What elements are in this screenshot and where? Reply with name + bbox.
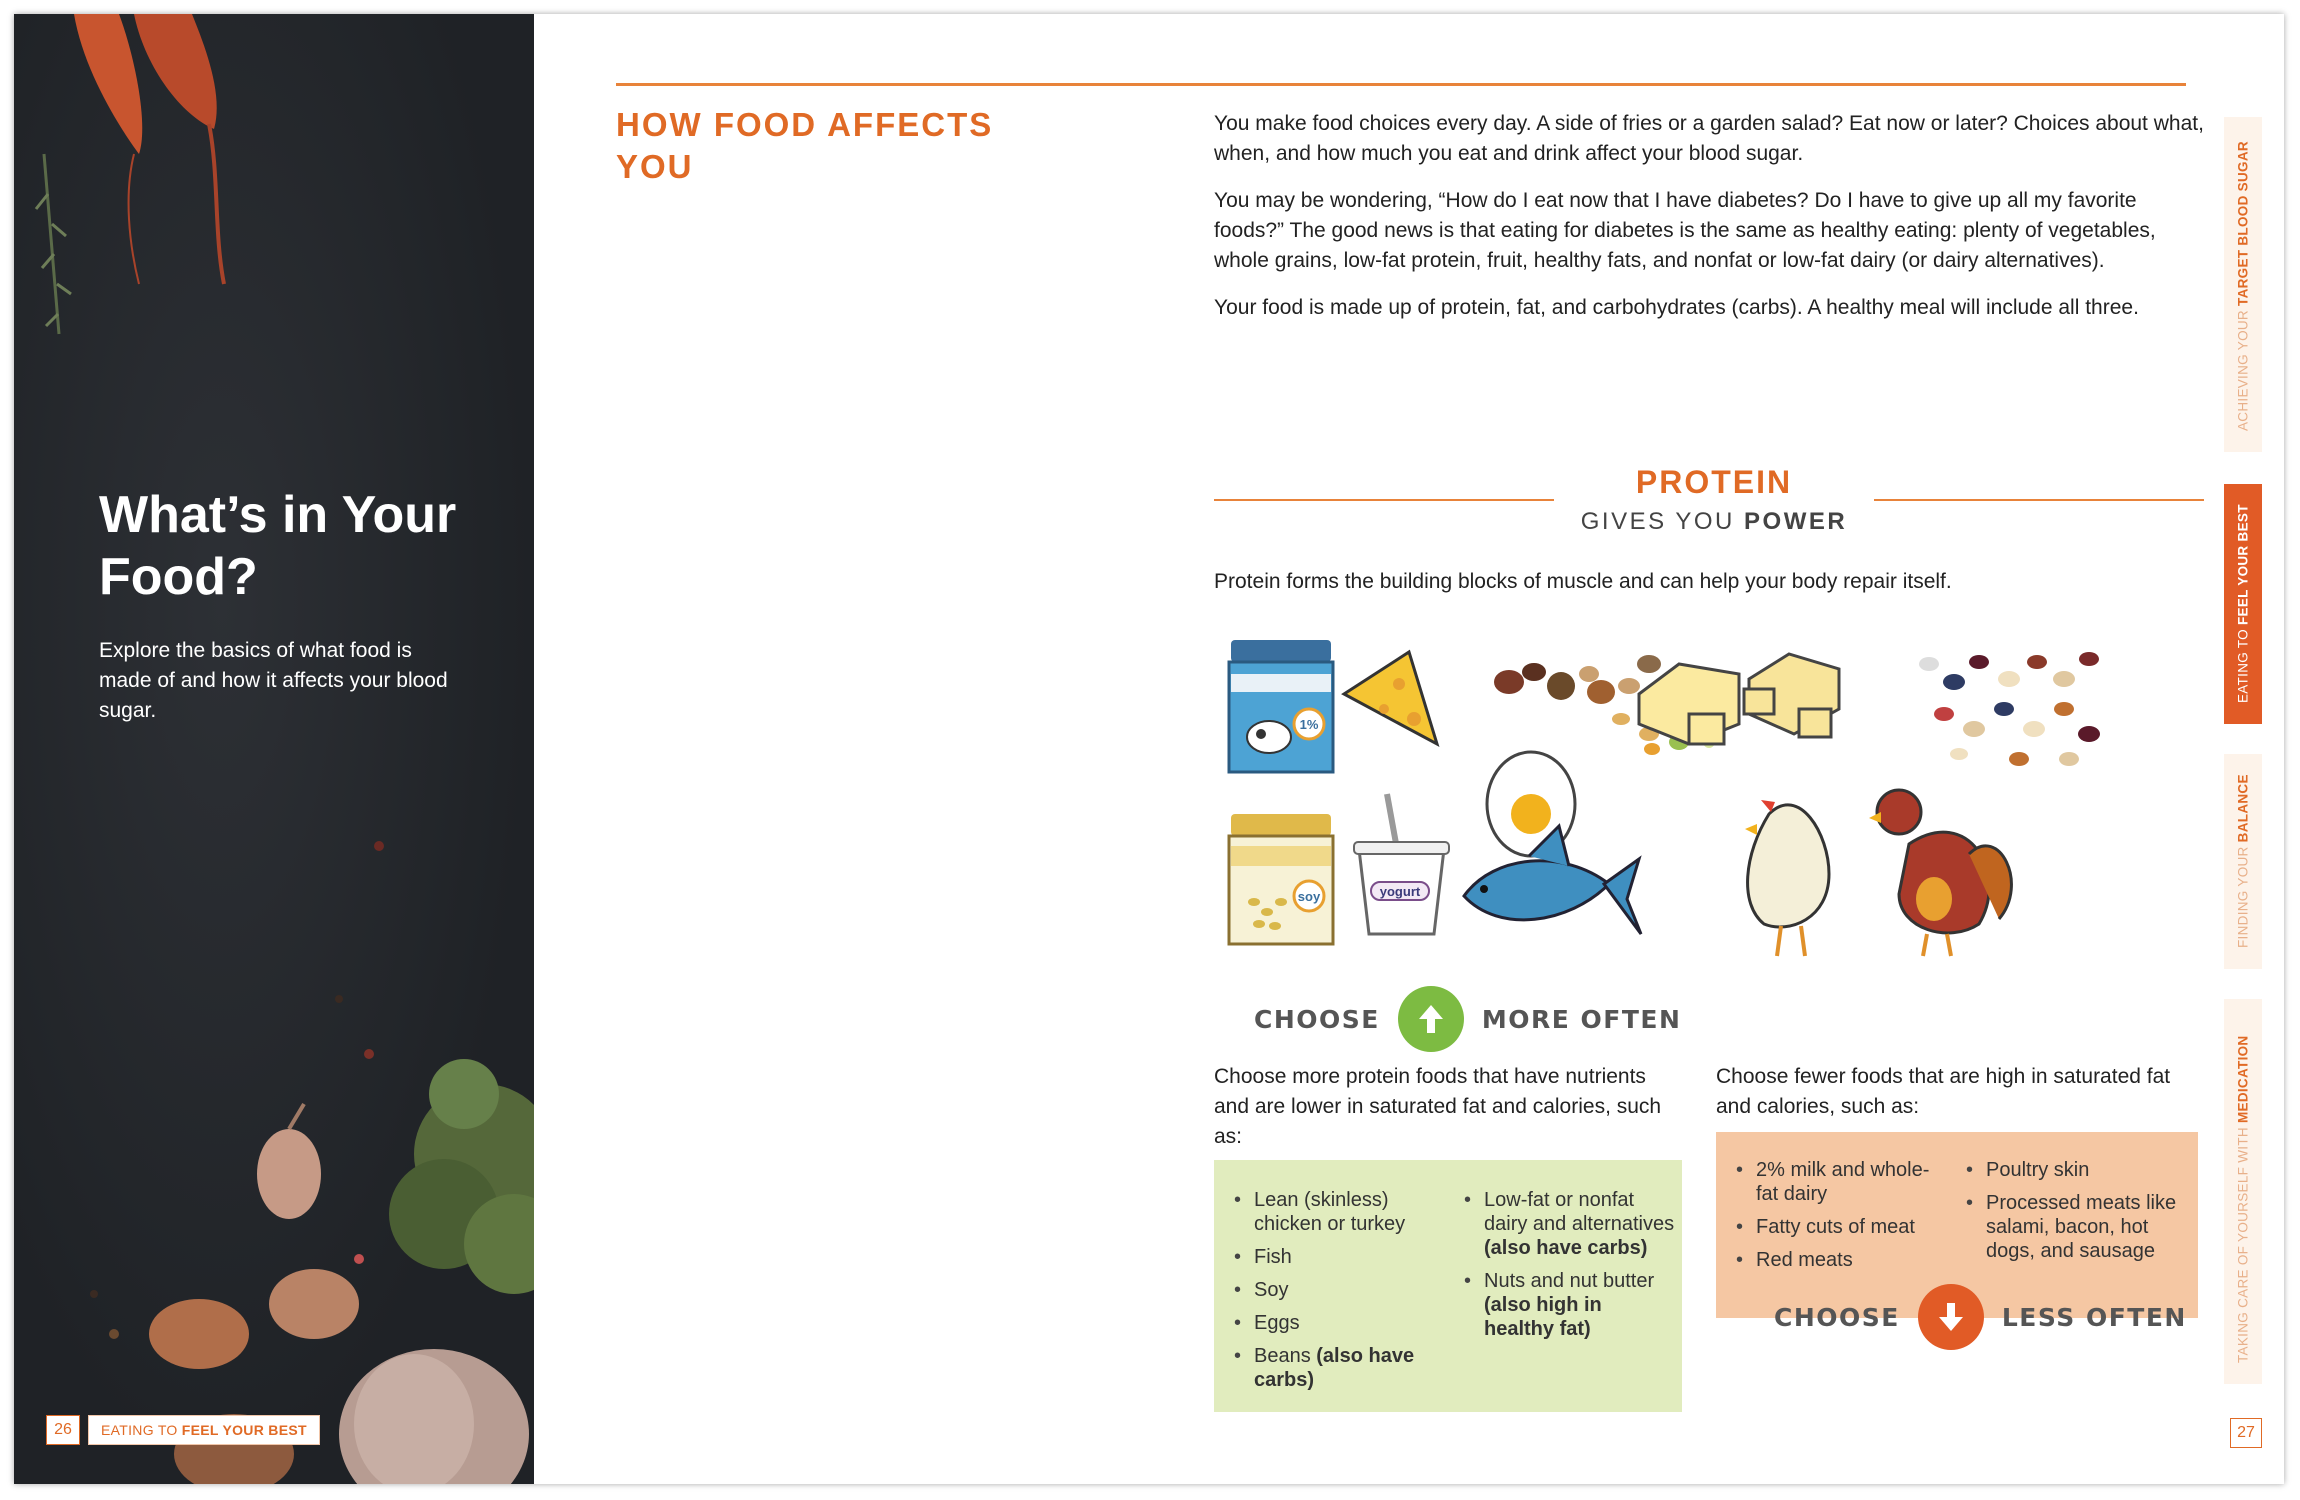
list-item: • Fatty cuts of meat xyxy=(1734,1215,1949,1239)
cheese-icon xyxy=(1344,652,1437,744)
list-item: • 2% milk and whole-fat dairy xyxy=(1734,1158,1949,1206)
page-number-left: 26 xyxy=(46,1415,80,1445)
tab-label xyxy=(2236,774,2251,948)
peppercorn xyxy=(90,1290,98,1298)
tab-label-light: TAKING CARE OF YOURSELF WITH xyxy=(2235,1123,2251,1363)
broccoli xyxy=(429,1059,499,1129)
peppercorn xyxy=(354,1254,364,1264)
up-arrow-icon xyxy=(1398,986,1464,1052)
protein-rule-left xyxy=(1214,499,1554,501)
list-item-note: (also have carbs) xyxy=(1484,1237,1648,1259)
choose-more-often-badge xyxy=(1254,984,1681,1054)
intro-paragraph: Your food is made up of protein, fat, and carbohydrates (carbs). A healthy meal will include all three. xyxy=(1214,296,2139,319)
list-item-text: Eggs xyxy=(1254,1312,1300,1334)
page-number-right: 27 xyxy=(2230,1418,2262,1448)
garlic-clove xyxy=(257,1129,321,1219)
section-label-bold: FEEL YOUR BEST xyxy=(181,1422,307,1438)
vegetable-photo-illustration xyxy=(14,14,534,1484)
tofu-block-icon xyxy=(1744,654,1839,737)
protein-subtitle-bold: POWER xyxy=(1744,508,1848,535)
down-arrow-icon xyxy=(1918,1284,1984,1350)
list-item: • Poultry skin xyxy=(1964,1158,2189,1182)
list-item xyxy=(1462,1188,1677,1260)
choose-less-often-badge xyxy=(1774,1282,2187,1352)
tab-feel-your-best[interactable] xyxy=(2224,484,2262,724)
page-intro: Explore the basics of what food is made of and how it affects your blood sugar. xyxy=(99,639,448,722)
list-item-text: Nuts and nut butter xyxy=(1484,1270,1655,1292)
tab-label-bold: TARGET BLOOD SUGAR xyxy=(2235,141,2251,306)
tab-label xyxy=(2236,141,2251,431)
yogurt-icon xyxy=(1354,794,1449,934)
peppercorn xyxy=(364,1049,374,1059)
list-item-text: Soy xyxy=(1254,1279,1289,1301)
choose-more-list-box xyxy=(1214,1160,1682,1412)
section-label xyxy=(88,1415,320,1445)
carrot-1 xyxy=(74,14,142,154)
tab-label-light: EATING TO xyxy=(2235,624,2251,703)
tab-label-bold: MEDICATION xyxy=(2235,1035,2251,1124)
top-rule xyxy=(616,83,2186,86)
peppercorn xyxy=(335,995,343,1003)
choose-less-list-col1 xyxy=(1734,1158,1949,1281)
section-label-prefix: EATING TO xyxy=(101,1422,182,1438)
choose-less-list-col2 xyxy=(1964,1158,2189,1272)
list-item-text: Fish xyxy=(1254,1246,1292,1268)
turkey-icon xyxy=(1869,790,2011,956)
choose-less-text: Choose fewer foods that are high in saturated fat and calories, such as: xyxy=(1716,1065,2171,1118)
tab-label-bold: BALANCE xyxy=(2235,774,2251,843)
list-item: • Processed meats like salami, bacon, hot dogs, and sausage xyxy=(1964,1191,2189,1263)
tab-label-bold: FEEL YOUR BEST xyxy=(2235,504,2251,625)
left-page xyxy=(14,14,534,1484)
choose-word: CHOOSE xyxy=(1254,1004,1380,1034)
garlic-tip xyxy=(289,1104,304,1129)
list-item-note: (also have carbs) xyxy=(1254,1345,1415,1391)
intro-text xyxy=(1214,109,2204,340)
choose-more-list-col2 xyxy=(1462,1188,1677,1350)
protein-foods-illustration xyxy=(1209,634,2209,964)
tab-medication[interactable] xyxy=(2224,999,2262,1384)
peppercorn xyxy=(374,841,384,851)
protein-subtitle xyxy=(1539,508,1889,536)
list-item xyxy=(1232,1188,1442,1236)
shallot xyxy=(149,1299,249,1369)
list-item-text: Low-fat or nonfat dairy and alternatives xyxy=(1484,1189,1675,1235)
intro-paragraph: You make food choices every day. A side of fries or a garden salad? Eat now or later? Choices about what, when, and how much you eat and drink affect your blood sugar. xyxy=(1214,112,2204,165)
list-item xyxy=(1232,1245,1442,1269)
carrot-root xyxy=(129,154,139,284)
list-item xyxy=(1232,1344,1442,1392)
peppercorn xyxy=(109,1329,119,1339)
list-item-note: (also high in healthy fat) xyxy=(1484,1294,1602,1340)
list-item xyxy=(1462,1269,1677,1341)
page-spread xyxy=(14,14,2284,1484)
list-item xyxy=(1232,1311,1442,1335)
yogurt-label: yogurt xyxy=(1379,884,1421,899)
chicken-icon xyxy=(1745,800,1829,956)
left-footer xyxy=(46,1414,320,1446)
shallot xyxy=(269,1269,359,1339)
beans-icon xyxy=(1919,652,2100,766)
carrot-tail xyxy=(209,124,224,284)
list-item: • Red meats xyxy=(1734,1248,1949,1272)
less-often-word: LESS OFTEN xyxy=(2001,1302,2187,1332)
protein-rule-right xyxy=(1874,499,2204,501)
protein-subtitle-prefix: GIVES YOU xyxy=(1580,508,1745,535)
choose-word: CHOOSE xyxy=(1774,1302,1900,1332)
carrot-2 xyxy=(134,14,217,129)
page-title: What’s in Your Food? xyxy=(99,486,457,606)
list-item-text: Lean (skinless) chicken or turkey xyxy=(1254,1189,1406,1235)
choose-more-text: Choose more protein foods that have nutrients and are lower in saturated fat and calories, such as: xyxy=(1214,1065,1662,1148)
intro-paragraph: You may be wondering, “How do I eat now that I have diabetes? Do I have to give up all my favorite foods?” The good news is that eating for diabetes is the same as healthy eating: plenty of vegetables, whole grains, low-fat protein, fruit, healthy fats, and nonfat or low-fat dairy (or dairy alternatives). xyxy=(1214,189,2156,272)
soy-milk-icon xyxy=(1229,814,1333,944)
milk-carton-icon xyxy=(1229,640,1333,772)
tab-label-light: ACHIEVING YOUR xyxy=(2235,305,2251,431)
more-often-word: MORE OFTEN xyxy=(1481,1004,1682,1034)
section-heading: HOW FOOD AFFECTS YOU xyxy=(616,106,994,185)
soy-label: soy xyxy=(1297,889,1321,904)
tab-label xyxy=(2236,1036,2251,1363)
tab-finding-balance[interactable] xyxy=(2224,754,2262,969)
list-item xyxy=(1232,1278,1442,1302)
fish-icon xyxy=(1464,826,1641,934)
tab-label-light: FINDING YOUR xyxy=(2235,842,2251,948)
choose-more-list-col1 xyxy=(1232,1188,1442,1401)
protein-title: PROTEIN xyxy=(1635,464,1793,500)
rosemary-stem xyxy=(44,154,59,334)
tab-label xyxy=(2236,504,2251,703)
tab-target-blood-sugar[interactable] xyxy=(2224,117,2262,452)
list-item-text: Beans xyxy=(1254,1345,1317,1367)
protein-description: Protein forms the building blocks of muscle and can help your body repair itself. xyxy=(1214,570,1952,593)
milk-label: 1% xyxy=(1299,717,1319,732)
